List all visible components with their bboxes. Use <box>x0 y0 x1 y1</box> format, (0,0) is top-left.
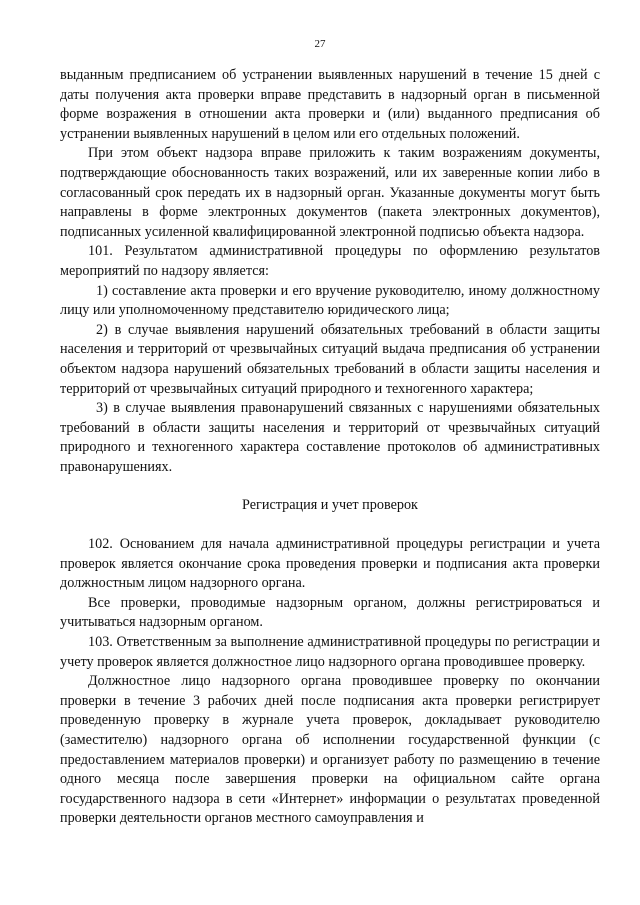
paragraph-103: 103. Ответственным за выполнение административной процедуры по регистрации и учету проверок является должностное лицо надзорного органа проводившее проверку. <box>60 634 600 670</box>
page-number: 27 <box>314 38 326 50</box>
paragraph-official-duties: Должностное лицо надзорного органа проводившее проверку по окончании проверки в течение 3 рабочих дней после подписания акта проверки регистрирует проведенную проверку в журнале учета проверок, докладывает руководителю (заместителю) надзорного органа об исполнении государственной функции (с предоставлением материалов проверки) и организует работу по размещению в течение одного месяца после завершения проверки на официальном сайте органа государственного надзора в сети «Интернет» информации о результатах проведенной проверки деятельности органов местного самоуправления и <box>60 673 600 827</box>
list-item-1: 1) составление акта проверки и его вручение руководителю, иному должностному лицу или уполномоченному представителю юридического лица; <box>60 282 600 319</box>
list-item-2: 2) в случае выявления нарушений обязательных требований в области защиты населения и территорий от чрезвычайных ситуаций выдача предписания об устранении объектом надзора нарушений обязательных требований в области защиты населения и территорий от чрезвычайных ситуаций природного и техногенного характера; <box>60 321 600 397</box>
paragraph-registration: Все проверки, проводимые надзорным органом, должны регистрироваться и учитываться надзорным органом. <box>60 594 600 631</box>
paragraph-objection-documents: При этом объект надзора вправе приложить к таким возражениям документы, подтверждающие обоснованность таких возражений, или их заверенные копии либо в согласованный срок передать их в надзорный орган. Указанные документы могут быть направлены в форме электронных документов (пакета электронных документов), подписанных усиленной квалифицированной электронной подписью объекта надзора. <box>60 145 600 240</box>
paragraph-continuation: выданным предписанием об устранении выявленных нарушений в течение 15 дней с даты получения акта проверки вправе представить в надзорный орган в письменной форме возражения в отношении акта проверки и (или) выданного предписания об устранении выявленных нарушений в целом или его отдельных положений. <box>60 67 600 142</box>
paragraph-102: 102. Основанием для начала административной процедуры регистрации и учета проверок является окончание срока проведения проверки и подписания акта проверки должностным лицом надзорного органа. <box>60 536 600 592</box>
section-heading: Регистрация и учет проверок <box>242 497 418 514</box>
paragraph-101: 101. Результатом административной процедуры по оформлению результатов мероприятий по надзору является: <box>60 243 600 279</box>
list-item-3: 3) в случае выявления правонарушений связанных с нарушениями обязательных требований в области защиты населения и территорий от чрезвычайных ситуаций природного и техногенного характера составление протоколов об административных правонарушениях. <box>60 400 600 475</box>
document-body <box>60 66 600 829</box>
